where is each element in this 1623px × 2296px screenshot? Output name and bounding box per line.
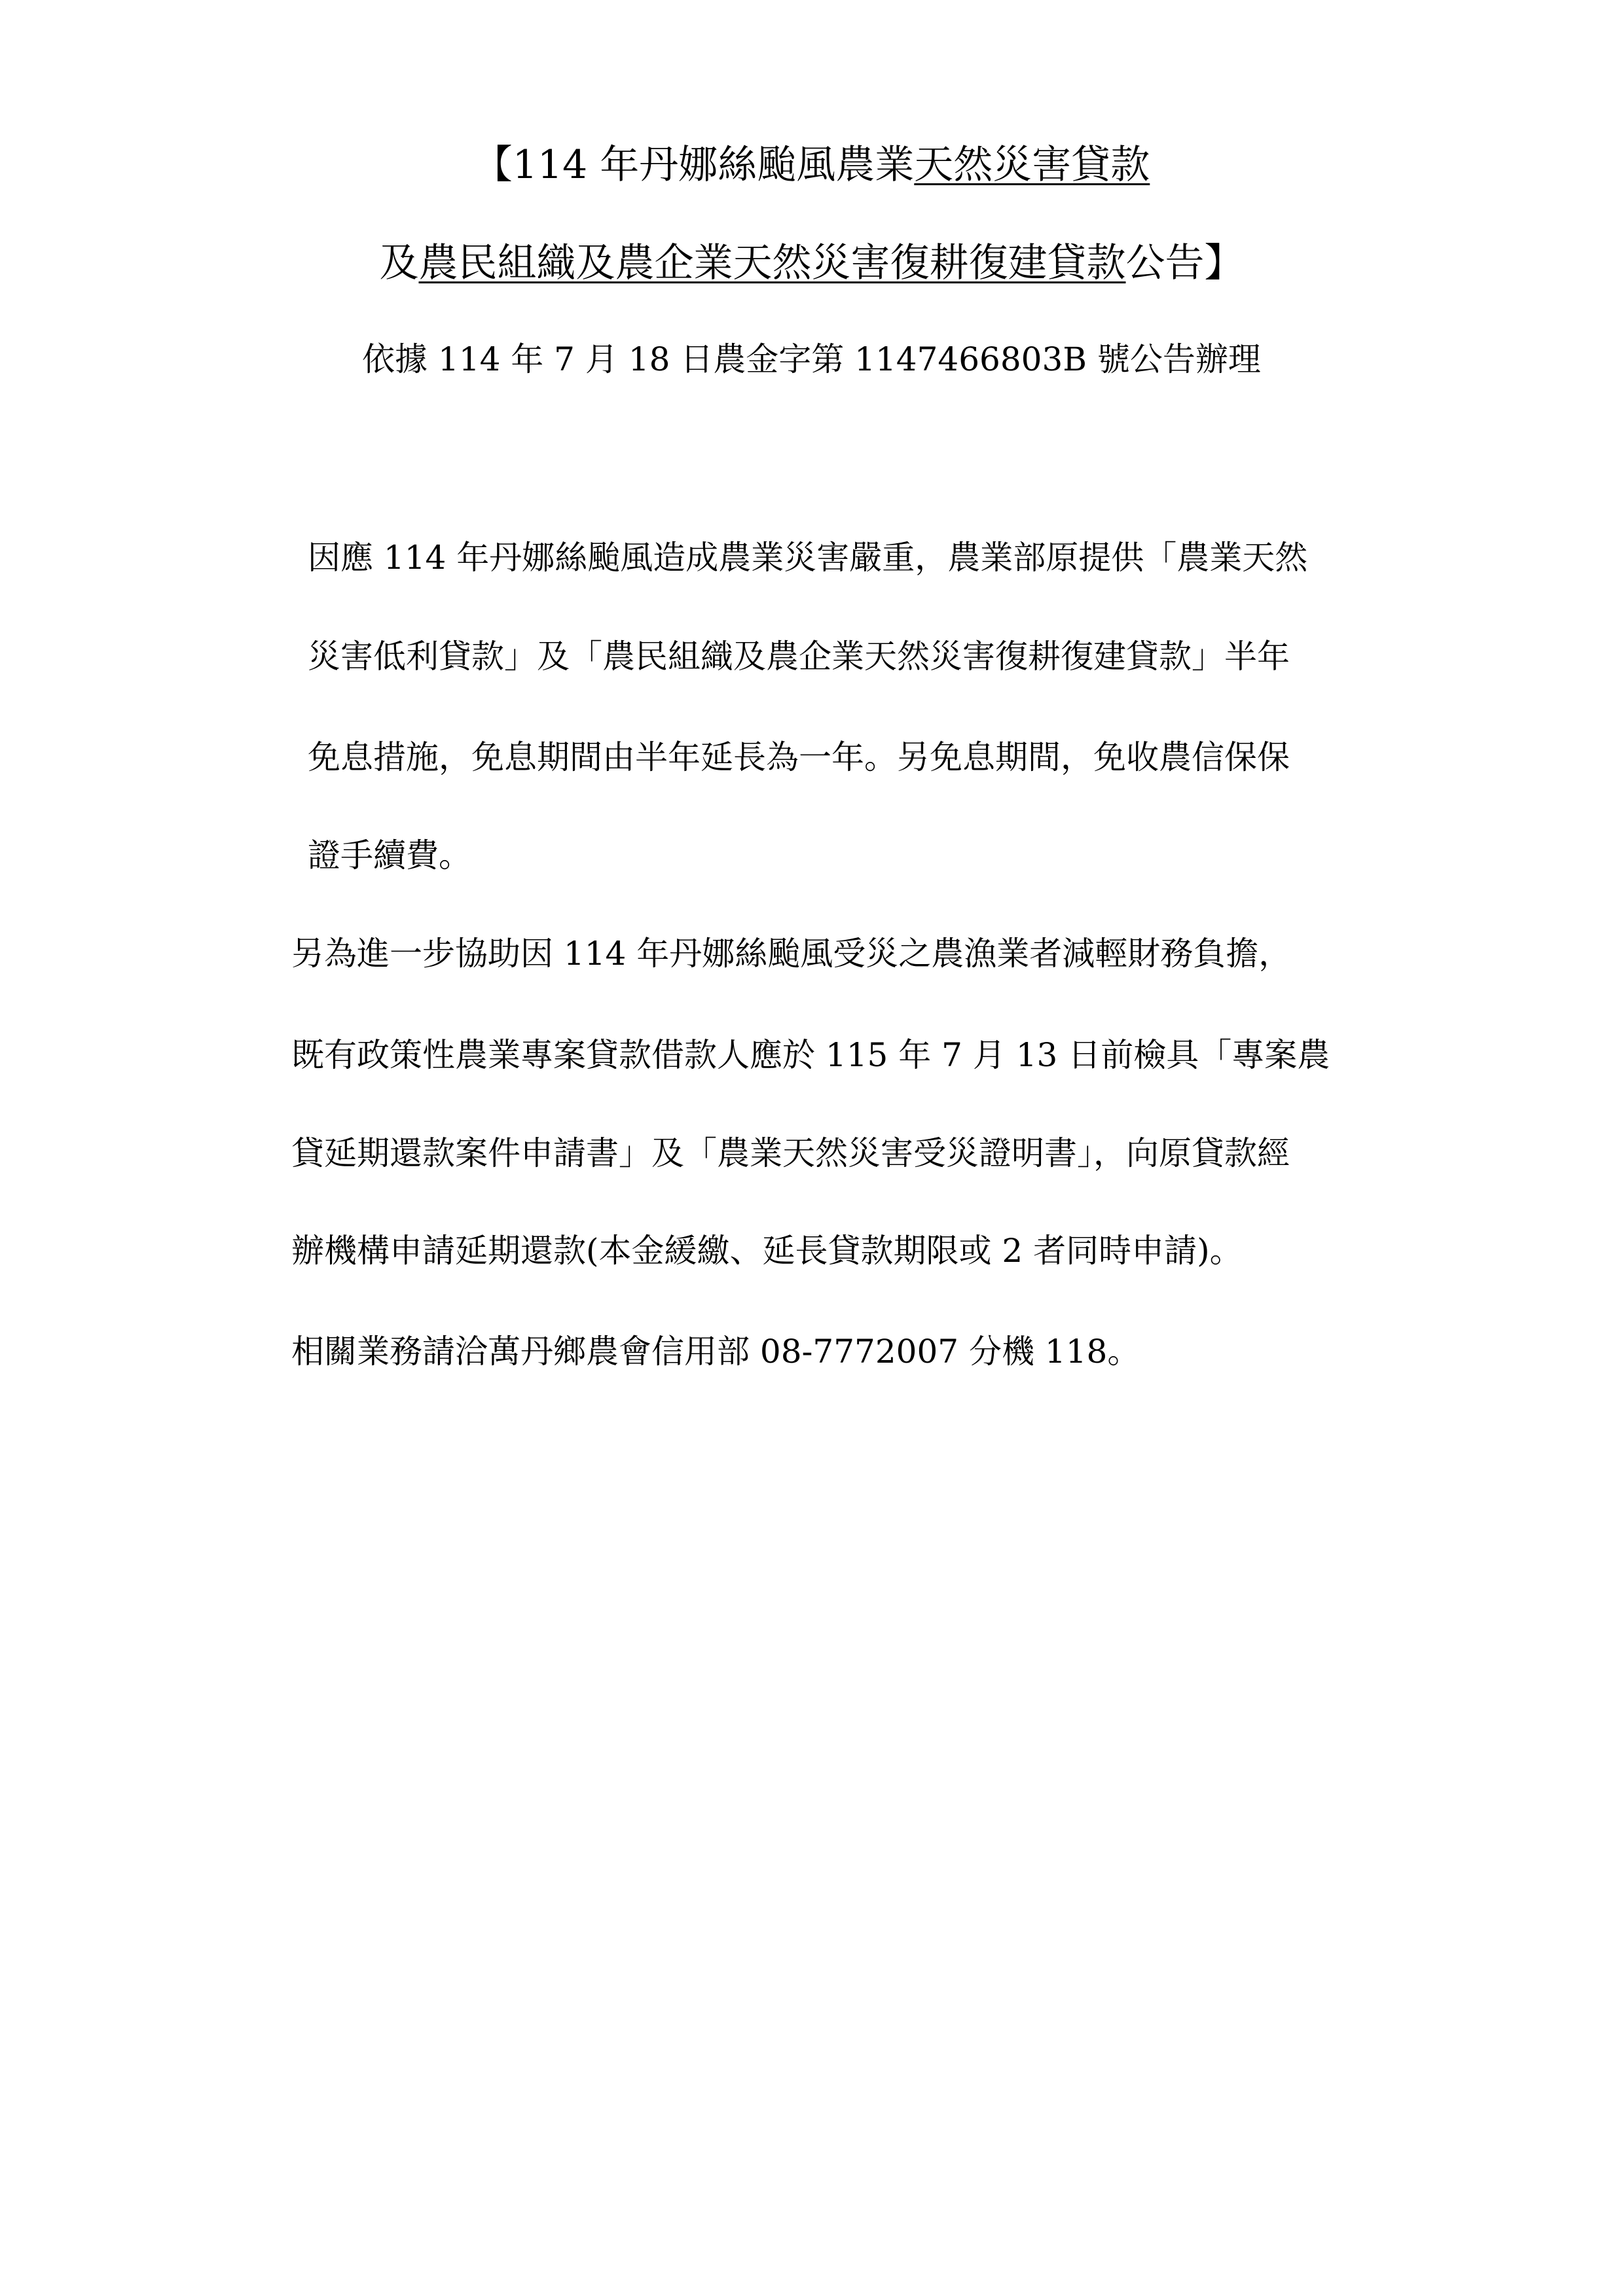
subtitle: 依據 114 年 7 月 18 日農金字第 1147466803B 號公告辦理 bbox=[362, 340, 1261, 378]
paragraph-2-line: 另為進一步協助因 114 年丹娜絲颱風受災之農漁業者減輕財務負擔， bbox=[291, 935, 1292, 973]
title-line-1-underlined: 天然災害貸款 bbox=[914, 142, 1150, 188]
title-line-2-suffix: 公告】 bbox=[1125, 240, 1244, 286]
paragraph-1-line: 證手續費。 bbox=[308, 836, 471, 874]
title-line-2-prefix: 及 bbox=[379, 240, 419, 286]
paragraph-2-line: 貸延期還款案件申請書」及「農業天然災害受災證明書」，向原貸款經 bbox=[291, 1134, 1290, 1172]
paragraph-2-line: 辦機構申請延期還款(本金緩繳、延長貸款期限或 2 者同時申請)。 bbox=[291, 1232, 1243, 1270]
title-line-2-underlined: 農民組織及農企業天然災害復耕復建貸款 bbox=[418, 240, 1126, 286]
title-line-1-prefix: 【114 年丹娜絲颱風農業 bbox=[473, 142, 915, 188]
paragraph-1-line: 因應 114 年丹娜絲颱風造成農業災害嚴重，農業部原提供「農業天然 bbox=[308, 539, 1308, 577]
title-line-1 bbox=[0, 142, 1623, 188]
title-line-2 bbox=[0, 240, 1623, 286]
paragraph-1-line: 免息措施，免息期間由半年延長為一年。另免息期間，免收農信保保 bbox=[308, 738, 1290, 776]
contact-info: 相關業務請洽萬丹鄉農會信用部 08-7772007 分機 118。 bbox=[291, 1333, 1140, 1371]
paragraph-1-line: 災害低利貸款」及「農民組織及農企業天然災害復耕復建貸款」半年 bbox=[308, 637, 1290, 675]
paragraph-2-line: 既有政策性農業專案貸款借款人應於 115 年 7 月 13 日前檢具「專案農 bbox=[291, 1036, 1330, 1074]
